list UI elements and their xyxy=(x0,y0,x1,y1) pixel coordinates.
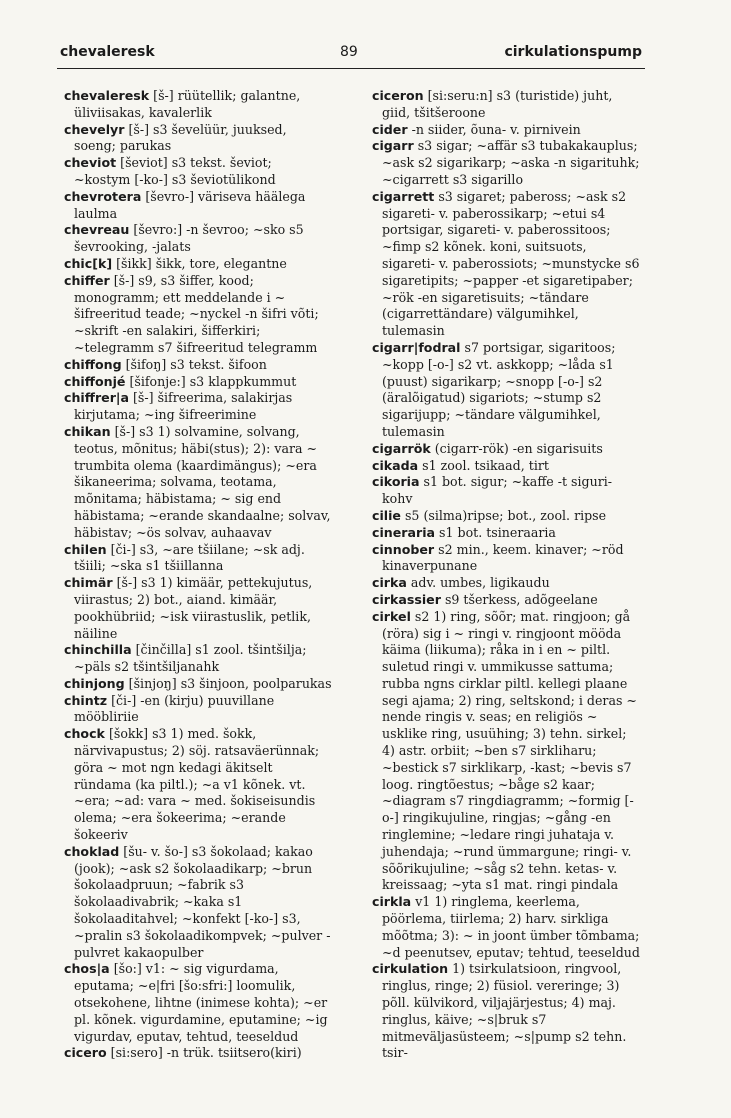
entry-definition: 1) tsirkulatsioon, ringvool, ringlus, ringe; 2) füsiol. vereringe; 3) põll. külvikord, viljajärjestus; 4) maj. ringlus, käive; ~s|bruk s7 mitmeväljasüsteem; ~s|pump s2 tehn. tsir- xyxy=(382,961,627,1061)
entry-headword: cheviot xyxy=(64,155,117,171)
dictionary-entry xyxy=(64,726,332,844)
dictionary-entry xyxy=(64,374,332,391)
dictionary-entry xyxy=(64,357,332,374)
entry-headword: cigarr|fodral xyxy=(372,339,461,355)
dictionary-entry xyxy=(372,138,640,188)
dictionary-entry xyxy=(372,189,640,340)
header-left-guideword: chevaleresk xyxy=(60,44,155,60)
dictionary-entry xyxy=(372,441,640,458)
entry-definition: [ševiot] s3 tekst. ševiot; ~kostym [-ko-] s3 ševiotülikond xyxy=(74,155,276,187)
entry-headword: cirkel xyxy=(372,608,411,624)
entry-headword: cikada xyxy=(372,457,419,473)
entry-definition: [š-] s3 ševelüür, juuksed, soeng; parukas xyxy=(74,121,287,154)
dictionary-entry xyxy=(64,693,332,727)
entry-headword: chevreau xyxy=(64,222,130,238)
dictionary-entry xyxy=(64,1045,332,1062)
entry-definition: [šo:] v1: ~ sig vigurdama, eputama; ~e|fri [šo:sfri:] loomulik, otsekohene, lihtne (inimese kohta); ~er pl. kõnek. vigurdamine, eputamine; ~ig vigurdav, eputav, tehtud, teeseldud xyxy=(74,961,328,1044)
entry-definition: [či-] -en (kirju) puuvillane mööbliriie xyxy=(74,692,275,725)
entry-headword: chevelyr xyxy=(64,121,125,137)
entry-headword: chimär xyxy=(64,575,113,591)
dictionary-entry xyxy=(64,390,332,424)
entry-headword: chic[k] xyxy=(64,255,113,271)
entry-definition: s9 tšerkess, adõgeelane xyxy=(440,591,598,607)
entry-headword: ciceron xyxy=(372,88,424,103)
entry-definition: s2 1) ring, sõõr; mat. ringjoon; gå (röra) sig i ~ ringi v. ringjoont mööda käima (liikuma); råka in i en ~ piltl. suletud ringi v. ummikusse sattuma; rubba ngns cirklar piltl. kellegi plaane segi ajama; 2) ring, seltskond; i deras ~ nende ringis v. seas; en religiös ~ usklike ring, usuühing; 3) tehn. sirkel; 4) astr. orbiit; ~ben s7 sirkliharu; ~bestick s7 sirklikarp, -kast; ~bevis s7 loog. ringtõestus; ~båge s2 kaar; ~diagram s7 ringdiagramm; ~formig [-o-] ringikujuline, ringjas; ~gång -en ringlemine; ~ledare ringi juhataja v. juhendaja; ~rund ümmargune; ringi- v. sõõrikujuline; ~såg s2 tehn. ketas- v. kreissaag; ~yta s1 mat. ringi pindala xyxy=(382,608,637,893)
entry-definition: [si:seru:n] s3 (turistide) juht, giid, tšitšeroone xyxy=(382,88,613,120)
entry-headword: chiffong xyxy=(64,356,122,372)
entry-definition: -n siider, õuna- v. pirnivein xyxy=(407,121,581,137)
entry-headword: chos|a xyxy=(64,961,110,977)
entry-headword: chilen xyxy=(64,541,107,557)
entry-headword: cineraria xyxy=(372,524,436,540)
entry-definition: [činčilla] s1 zool. tšintšilja; ~päls s2 tšintšiljanahk xyxy=(74,642,307,675)
entry-definition: s1 zool. tsikaad, tirt xyxy=(418,457,549,473)
dictionary-entry xyxy=(64,222,332,256)
entry-definition: [ševro:] -n ševroo; ~sko s5 ševrooking, -jalats xyxy=(74,222,304,255)
entry-headword: chiffonjé xyxy=(64,373,126,389)
dictionary-entry xyxy=(372,340,640,441)
left-column xyxy=(64,88,332,1062)
entry-definition: [šifoŋ] s3 tekst. šifoon xyxy=(121,356,267,372)
header-right-guideword: cirkulationspump xyxy=(504,44,642,60)
entry-definition: s1 bot. tsineraaria xyxy=(435,524,556,540)
entry-headword: cilie xyxy=(372,507,401,523)
dictionary-entry xyxy=(372,525,640,542)
entry-headword: choklad xyxy=(64,843,120,859)
dictionary-entry xyxy=(372,474,640,508)
dictionary-entry xyxy=(372,542,640,576)
entry-definition: [š-] rüütellik; galantne, üliviisakas, kavalerlik xyxy=(74,88,301,120)
entry-definition: [š-] s3 1) kimäär, pettekujutus, viirastus; 2) bot., aiand. kimäär, pookhübriid; ~isk viirastuslik, petlik, näiline xyxy=(74,575,313,641)
entry-headword: chevrotera xyxy=(64,188,142,204)
dictionary-entry xyxy=(372,592,640,609)
entry-headword: chiffer xyxy=(64,272,110,288)
entry-headword: cicero xyxy=(64,1045,107,1061)
entry-headword: chiffrer|a xyxy=(64,390,130,406)
dictionary-entry xyxy=(372,609,640,895)
dictionary-entry xyxy=(372,122,640,139)
entry-headword: cikoria xyxy=(372,474,420,490)
dictionary-entry xyxy=(64,961,332,1045)
dictionary-entry xyxy=(372,894,640,961)
dictionary-entry xyxy=(64,424,332,542)
entry-headword: cigarr xyxy=(372,138,414,154)
dictionary-entry xyxy=(64,575,332,642)
dictionary-entry xyxy=(64,122,332,156)
entry-headword: cigarrök xyxy=(372,440,431,456)
entry-headword: cigarrett xyxy=(372,188,435,204)
entry-headword: cirka xyxy=(372,575,407,591)
entry-definition: adv. umbes, ligikaudu xyxy=(406,575,550,591)
dictionary-entry xyxy=(372,508,640,525)
page-header xyxy=(60,44,642,68)
entry-headword: chikan xyxy=(64,423,111,439)
entry-definition: [ševro-] väriseva häälega laulma xyxy=(74,188,306,221)
dictionary-entry xyxy=(64,88,332,122)
entry-definition: [šu- v. šo-] s3 šokolaad; kakao (jook); ~ask s2 šokolaadikarp; ~brun šokolaadpruun; ~fabrik s3 šokolaadivabrik; ~kaka s1 šokolaaditahvel; ~konfekt [-ko-] s3, ~pralin s3 šokolaadikompvek; ~pulver -pulvret kakaopulber xyxy=(74,843,331,960)
page-number: 89 xyxy=(340,44,358,60)
entry-headword: chintz xyxy=(64,692,108,708)
entry-definition: s3 sigaret; pabeross; ~ask s2 sigareti- v. paberossikarp; ~etui s4 portsigar, sigareti- v. paberossitoos; ~fimp s2 kõnek. koni, suitsuots, sigareti- v. paberossiots; ~munstycke s6 sigaretipits; ~papper -et sigaretipaber; ~rök -en sigaretisuits; ~tändare (cigarrettändare) välgumihkel, tulemasin xyxy=(382,188,640,339)
dictionary-entry xyxy=(372,458,640,475)
entry-headword: chevaleresk xyxy=(64,88,150,103)
dictionary-entry xyxy=(64,256,332,273)
entry-headword: chock xyxy=(64,726,105,742)
entry-definition: s7 portsigar, sigaritoos; ~kopp [-o-] s2 vt. askkopp; ~låda s1 (puust) sigarikarp; ~snopp [-o-] s2 (äralõigatud) sigariots; ~stump s2 sigarijupp; ~tändare välgumihkel, tulemasin xyxy=(382,339,616,439)
entry-definition: [š-] s9, s3 šiffer, kood; monogramm; ett meddelande i ~ šifreeritud teade; ~nyckel -n šifri võti; ~skrift -en salakiri, šifferkiri; ~telegramm s7 šifreeritud telegramm xyxy=(74,272,319,355)
entry-definition: s3 sigar; ~affär s3 tubakakauplus; ~ask s2 sigarikarp; ~aska -n sigarituhk; ~cigarrett s3 sigarillo xyxy=(382,138,640,187)
dictionary-entry xyxy=(372,575,640,592)
entry-definition: v1 1) ringlema, keerlema, pöörlema, tiirlema; 2) harv. sirkliga mõõtma; 3): ~ in joont ümber tõmbama; ~d peenutsev, eputav; tehtud, teeseldud xyxy=(382,894,640,960)
dictionary-entry xyxy=(64,273,332,357)
entry-headword: chinchilla xyxy=(64,642,132,658)
dictionary-entry xyxy=(64,642,332,676)
entry-definition: [šinjoŋ] s3 šinjoon, poolparukas xyxy=(124,675,332,691)
entry-definition: (cigarr-rök) -en sigarisuits xyxy=(430,440,603,456)
entry-definition: [š-] šifreerima, salakirjas kirjutama; ~ing šifreerimine xyxy=(74,390,293,423)
dictionary-entry xyxy=(64,676,332,693)
dictionary-entry xyxy=(64,189,332,223)
dictionary-entry xyxy=(64,155,332,189)
entry-headword: cider xyxy=(372,121,408,137)
entry-definition: s2 min., keem. kinaver; ~röd kinaverpunane xyxy=(382,541,624,574)
entry-definition: [šifonje:] s3 klappkummut xyxy=(125,373,297,389)
entry-definition: [šikk] šikk, tore, elegantne xyxy=(112,255,287,271)
dictionary-entry xyxy=(372,88,640,122)
entry-headword: cirkulation xyxy=(372,961,449,977)
entry-definition: [šokk] s3 1) med. šokk, närvivapustus; 2) söj. ratsaväerünnak; göra ~ mot ngn kedagi äkitselt ründama (ka piltl.); ~a v1 kõnek. vt. ~era; ~ad: vara ~ med. šokiseisundis olema; ~era šokeerima; ~erande šokeeriv xyxy=(74,726,320,843)
entry-headword: chinjong xyxy=(64,675,125,691)
entry-headword: cinnober xyxy=(372,541,435,557)
entry-headword: cirkla xyxy=(372,894,412,910)
dictionary-entry xyxy=(64,542,332,576)
entry-definition: [či-] s3, ~are tšiilane; ~sk adj. tšiili; ~ska s1 tšiillanna xyxy=(74,541,305,574)
entry-definition: s1 bot. sigur; ~kaffe -t siguri-kohv xyxy=(382,474,613,507)
entry-definition: [si:sero] -n trük. tsiitsero(kiri) xyxy=(106,1045,302,1061)
header-rule xyxy=(57,68,645,69)
dictionary-entry xyxy=(372,961,640,1062)
entry-definition: [š-] s3 1) solvamine, solvang, teotus, mõnitus; häbi(stus); 2): vara ~ trumbita olema (kaardimängus); ~era šikaneerima; solvama, teotama, mõnitama; häbistama; ~ sig end häbistama; ~erande skandaalne; solvav, häbistav; ~ös solvav, auhaavav xyxy=(74,423,331,540)
dictionary-entry xyxy=(64,844,332,962)
entry-headword: cirkassier xyxy=(372,591,441,607)
entry-definition: s5 (silma)ripse; bot., zool. ripse xyxy=(400,507,607,523)
right-column xyxy=(372,88,640,1062)
